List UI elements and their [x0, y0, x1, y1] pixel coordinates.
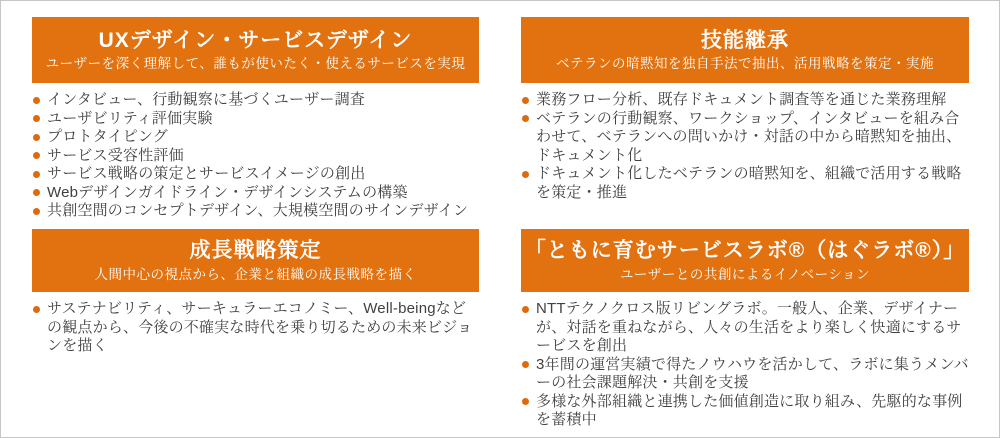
list-item: 業務フロー分析、既存ドキュメント調査等を通じた業務理解 — [522, 91, 969, 110]
list-item: ドキュメント化したベテランの暗黙知を、組織で活用する戦略を策定・推進 — [522, 165, 969, 202]
section-header — [32, 17, 479, 83]
section-title: 成長戦略策定 — [189, 239, 322, 263]
list-item: サステナビリティ、サーキュラーエコノミー、Well-beingなどの観点から、今後の不確実な時代を乗り切るための未来ビジョンを描く — [33, 300, 479, 356]
section-hugu-lab — [521, 229, 969, 430]
section-title: UXデザイン・サービスデザイン — [98, 28, 413, 52]
section-ux-service-design — [32, 17, 479, 221]
bullet-list — [521, 91, 969, 202]
list-item: ベテランの行動観察、ワークショップ、インタビューを組み合わせて、ベテランへの問いかけ・対話の中から暗黙知を抽出、ドキュメント化 — [522, 110, 969, 166]
section-subtitle: 人間中心の視点から、企業と組織の成長戦略を描く — [94, 266, 417, 282]
list-item: サービス戦略の策定とサービスイメージの創出 — [33, 165, 479, 184]
list-item: サービス受容性評価 — [33, 147, 479, 166]
list-item: Webデザインガイドライン・デザインシステムの構築 — [33, 184, 479, 203]
section-growth-strategy — [32, 229, 479, 356]
section-subtitle: ベテランの暗黙知を独自手法で抽出、活用戦略を策定・実施 — [556, 56, 934, 72]
section-header — [521, 229, 969, 292]
list-item: 3年間の運営実績で得たノウハウを活かして、ラボに集うメンバーの社会課題解決・共創を支援 — [522, 356, 969, 393]
list-item: プロトタイピング — [33, 128, 479, 147]
list-item: 多様な外部組織と連携した価値創造に取り組み、先駆的な事例を蓄積中 — [522, 393, 969, 430]
section-skill-succession — [521, 17, 969, 202]
section-subtitle: ユーザーを深く理解して、誰もが使いたく・使えるサービスを実現 — [45, 56, 466, 72]
list-item: インタビュー、行動観察に基づくユーザー調査 — [33, 91, 479, 110]
list-item: NTTテクノクロス版リビングラボ。一般人、企業、デザイナーが、対話を重ねながら、人々の生活をより楽しく快適にするサービスを創出 — [522, 300, 969, 356]
section-title: 技能継承 — [701, 28, 789, 52]
list-item: ユーザビリティ評価実験 — [33, 110, 479, 129]
section-title: 「ともに育むサービスラボ®（はぐラボ®）」 — [524, 239, 966, 263]
section-header — [521, 17, 969, 83]
bullet-list — [32, 300, 479, 356]
bullet-list — [521, 300, 969, 430]
list-item: 共創空間のコンセプトデザイン、大規模空間のサインデザイン — [33, 202, 479, 221]
section-header — [32, 229, 479, 292]
section-subtitle: ユーザーとの共創によるイノベーション — [619, 266, 871, 282]
bullet-list — [32, 91, 479, 221]
